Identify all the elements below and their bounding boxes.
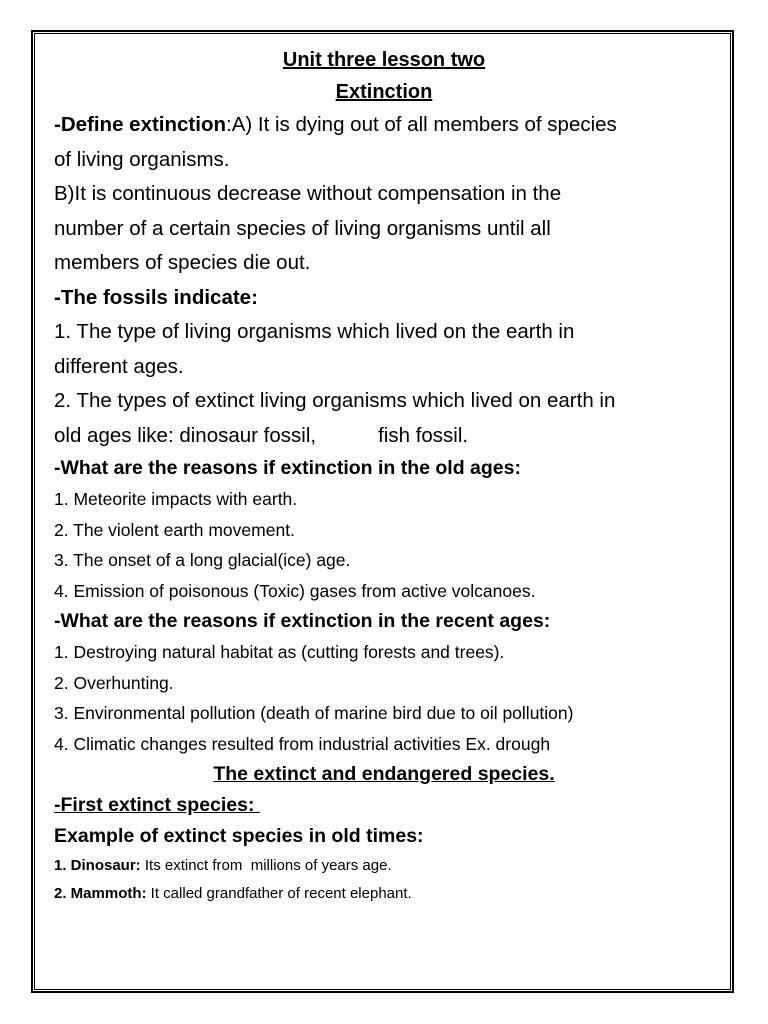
fossils-item1-line1: 1. The type of living organisms which lived on the earth in (54, 320, 575, 343)
lesson-title: Extinction (335, 81, 433, 103)
old-ages-item: 3. The onset of a long glacial(ice) age. (54, 550, 351, 570)
section2-title: The extinct and endangered species. (213, 763, 555, 785)
definition-label: -Define extinction (54, 113, 226, 136)
definition-a1-text: :A) It is dying out of all members of species (226, 113, 617, 136)
example-mammoth-label: 2. Mammoth: (54, 885, 147, 902)
example-dinosaur-text: Its extinct from millions of years age. (140, 857, 392, 874)
fossils-item2-dinosaur: old ages like: dinosaur fossil, (54, 423, 317, 447)
recent-ages-item: 4. Climatic changes resulted from industrial activities Ex. drough (54, 733, 551, 754)
example-dinosaur-label: 1. Dinosaur: (54, 857, 141, 874)
fossils-item1-line2: different ages. (54, 354, 184, 378)
old-ages-heading: -What are the reasons if extinction in the old ages: (54, 457, 521, 479)
example-dinosaur (54, 852, 714, 880)
fossils-item2-fish: fish fossil. (378, 423, 469, 447)
unit-title: Unit three lesson two (282, 49, 486, 71)
definition-line-a1 (54, 108, 714, 143)
old-ages-item: 2. The violent earth movement. (54, 519, 295, 540)
fossils-heading: -The fossils indicate: (54, 285, 258, 309)
old-ages-item: 1. Meteorite impacts with earth. (54, 489, 298, 509)
example-heading: Example of extinct species in old times: (54, 825, 424, 847)
recent-ages-item: 1. Destroying natural habitat as (cutting forests and trees). (54, 642, 505, 662)
first-extinct-heading: -First extinct species: (54, 794, 260, 816)
example-mammoth-text: It called grandfather of recent elephant. (146, 885, 412, 902)
recent-ages-item: 2. Overhunting. (54, 672, 174, 693)
definition-line-b1: B)It is continuous decrease without compensation in the (54, 182, 562, 205)
example-mammoth (54, 880, 714, 908)
fossils-item2-line2 (54, 419, 714, 454)
recent-ages-item: 3. Environmental pollution (death of marine bird due to oil pollution) (54, 703, 574, 723)
document-body (54, 44, 714, 908)
definition-line-b3: members of species die out. (54, 251, 311, 274)
fossils-item2-line1: 2. The types of extinct living organisms which lived on earth in (54, 389, 616, 412)
old-ages-item: 4. Emission of poisonous (Toxic) gases from active volcanoes. (54, 580, 536, 601)
definition-line-a2: of living organisms. (54, 147, 230, 171)
recent-ages-heading: -What are the reasons if extinction in the recent ages: (54, 610, 551, 632)
definition-line-b2: number of a certain species of living organisms until all (54, 216, 551, 240)
